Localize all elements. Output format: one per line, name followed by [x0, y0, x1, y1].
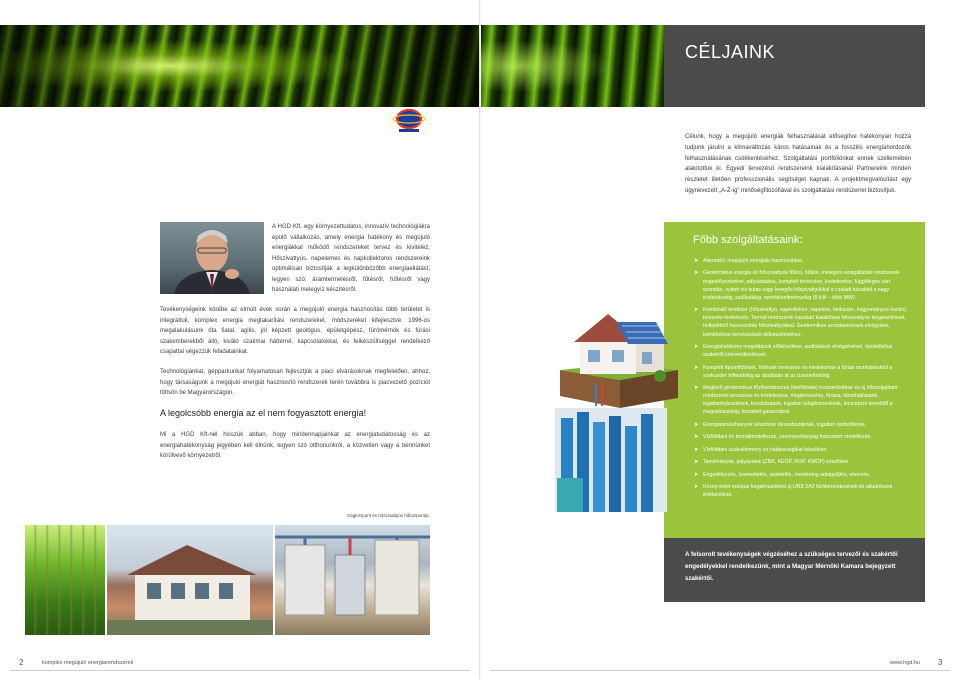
list-item: ➤ Vízföldtani szakvélemény és hatásvizsgálat készítése.: [694, 446, 828, 453]
arrow-bullet-icon: ➤: [694, 484, 699, 491]
services-list: [694, 257, 911, 504]
website-link[interactable]: www.hgd.hu: [890, 660, 920, 666]
goals-paragraph: Célunk, hogy a megújuló energiák felhasználását elősegítve hatékonyan hozzá tudjunk járulni a klímaváltozás káros hatásainak és a fosszilis energiahordozók felhasználásának csökkentéséhez. Szolgáltatási portfóliónkat ennek szellemében alakítottuk ki. Egyedi tervezésű rendszereink kialakításánál Partnereink minden részletet illetően professzionális segítséget kapnak. A projektmegvalósítást egy úgynevezett „A-Z-ig” minőségfilozófiával és szolgáltatási rendszerrel biztosítjuk.: [685, 134, 911, 194]
arrow-bullet-icon: ➤: [694, 270, 699, 277]
footer-rule-left: [10, 670, 470, 671]
arrow-bullet-icon: ➤: [694, 307, 699, 314]
footer-publication-name: komplex megújuló energiarendszerek: [42, 660, 134, 666]
company-logo: [387, 107, 431, 137]
list-item: ➤ Meglévő geotermikus főzőrendszerek (távfűtések) korszerűsítése és új hőszolgáltató rendszerek tervezése és kivitelezése, megtervezése, fúrása, tároshálózatok, ingatlanfejlesztések, beruházások, ingatlan tulajdonosoknak, koncepció tervektől a megvalósulásig, komplett garanciával.: [694, 385, 898, 416]
footer-note-text: A felsorolt tevékenységek végzéséhez a szükséges tervezői és szakértői engedélyekkel rendelkezünk, mint a Magyar Mérnöki Kamara bejegyzett szakértői.: [685, 551, 898, 582]
solar-house-illustration: [556, 300, 680, 412]
title-box: [664, 25, 925, 107]
list-item: ➤ Geotermikus energia és hőszivattyús fűtési, hűtési, melegvíz-szolgáltatási rendszerek engedélyeztetése, pályáztatása, komplett tervezése, kivitelezése, függőleges zárt szondás, nyitott víz kutas vagy levegős hőszivattyúkkal a családi házaktól a nagy irodaházakig, szállodákig, sportlétesítményekig (8 kW – több MW).: [694, 270, 900, 301]
list-item: ➤ Engedélyezés, üzemeltetés, szakértés, monitoring adatgyűjtés, elemzés.: [694, 471, 871, 478]
building-photo: [107, 525, 273, 635]
intro-paragraph: A HGD Kft. egy környezettudatos, innovatív technológiákra épülő vállalkozás, amely energia hatékony és megújuló energiákkal működő rendszereket tervez és kivitelez. Hőszivattyús, napelemes és napkollektoros rendszereink optimálisan biztosítják a legkülönbözőbb energiaellátást, legyen szó: áramtermelésről, fűtésről, hűtésről vagy használati melegvíz készítésről.: [272, 224, 430, 293]
arrow-bullet-icon: ➤: [694, 459, 699, 466]
arrow-bullet-icon: ➤: [694, 344, 699, 351]
forest-photo: [25, 525, 105, 635]
arrow-bullet-icon: ➤: [694, 364, 699, 371]
body-paragraph-3: Mi a HGD Kft-nél hisszük abban, hogy mindennapjainkat az energiatudatosság és az energiahatékonyság jegyében kell élnünk, legyen szó otthonunkról, a közvetlen vagy a bennünket körülvevő környezetről.: [160, 432, 430, 459]
list-item: ➤ Kombinált rendszer (hőszivattyú, napkollektor, napelem, biokazán, hagyományos kazán) tervezés-kivitelezés. Termál rendszerek kaszkád kialakítása hőszivattyús kiegészítéssel, hulladékhő hasznosítás hőszivattyúkkal. Geotermikus szondasezések elvégzése, kiértékelése beruházások előkészítéséhez.: [694, 307, 906, 338]
body-paragraph-1: Tevékenységeink körébe az elmúlt évek során a megújuló energia hasznosítás több területét is integráltuk, komplex energia megtakarítási rendszereket, módszereket kifejlesztve. 1996-os megalakulásunk óta fiatal, agilis, jól képzett geológus, épületgépész, fúrómérnök és fúrási szakemberekből álló, kiváló szakmai háttérrel, kapcsolatokkal, és felkészültséggel rendelkező csapattal végezzük feladatainkat.: [160, 307, 430, 355]
arrow-bullet-icon: ➤: [694, 446, 699, 453]
list-item: ➤ Energiatanúsítványok készítése társasházaknak, ingatlan építtetőknek.: [694, 421, 867, 428]
top-banner-image: [0, 25, 479, 107]
page-title: CÉLJAINK: [685, 42, 776, 62]
pipes-photo: [555, 408, 667, 512]
footer-rule-right: [490, 670, 950, 671]
services-title: Főbb szolgáltatásaink:: [693, 234, 803, 246]
list-item: ➤ Közép-kelet európai forgalmazóként új URB 2A2 fúróberendezések és alkatrészek értékesítése.: [694, 484, 893, 499]
list-item: ➤ Energiahatékony megoldások előkészítése, auditálások elvégzésével, épületfizikai szakértői közreműködéssel.: [694, 344, 893, 359]
arrow-bullet-icon: ➤: [694, 434, 699, 441]
arrow-bullet-icon: ➤: [694, 471, 699, 478]
list-item: ➤ Vízföldtani és termálmodellezés, szennyezőanyag transzport modellezés.: [694, 434, 872, 441]
photo-caption: Cégközpont és hőszivattyús hőközpontja: [347, 513, 429, 518]
list-item: ➤ Tanulmányok, pályázatok (ZBR, KEOP, ROP, KMOP) készítése.: [694, 459, 850, 466]
arrow-bullet-icon: ➤: [694, 385, 699, 392]
headline: A legolcsóbb energia az el nem fogyasztott energia!: [160, 408, 367, 418]
arrow-bullet-icon: ➤: [694, 258, 699, 264]
list-item: ➤ Komplett épületfűtések, hűtések tervezése és kivitelezése a fúrási munkálatoktól a szekunder hőleadókig az átadásán át az üzemeltetésig.: [694, 364, 893, 379]
heat-pump-room-photo: [275, 525, 430, 635]
page-fold: [479, 0, 481, 679]
list-item: ➤ Alternatív, megújuló energiák hasznosítása.: [694, 258, 804, 264]
page-number-right: 3: [938, 658, 943, 667]
right-banner-image: [481, 25, 664, 107]
page-number-left: 2: [19, 658, 24, 667]
arrow-bullet-icon: ➤: [694, 421, 699, 428]
portrait-photo: [160, 222, 264, 294]
body-paragraph-2: Technológiánkat, gépparkunkat folyamatosan fejlesztjük a piaci elvárásoknak megfelelően, ahhoz, hogy társaságunk a megújuló energiát hasznosító rendszerek terén továbbra is piacvezető pozíciót töltsön be Magyarországon.: [160, 369, 430, 396]
